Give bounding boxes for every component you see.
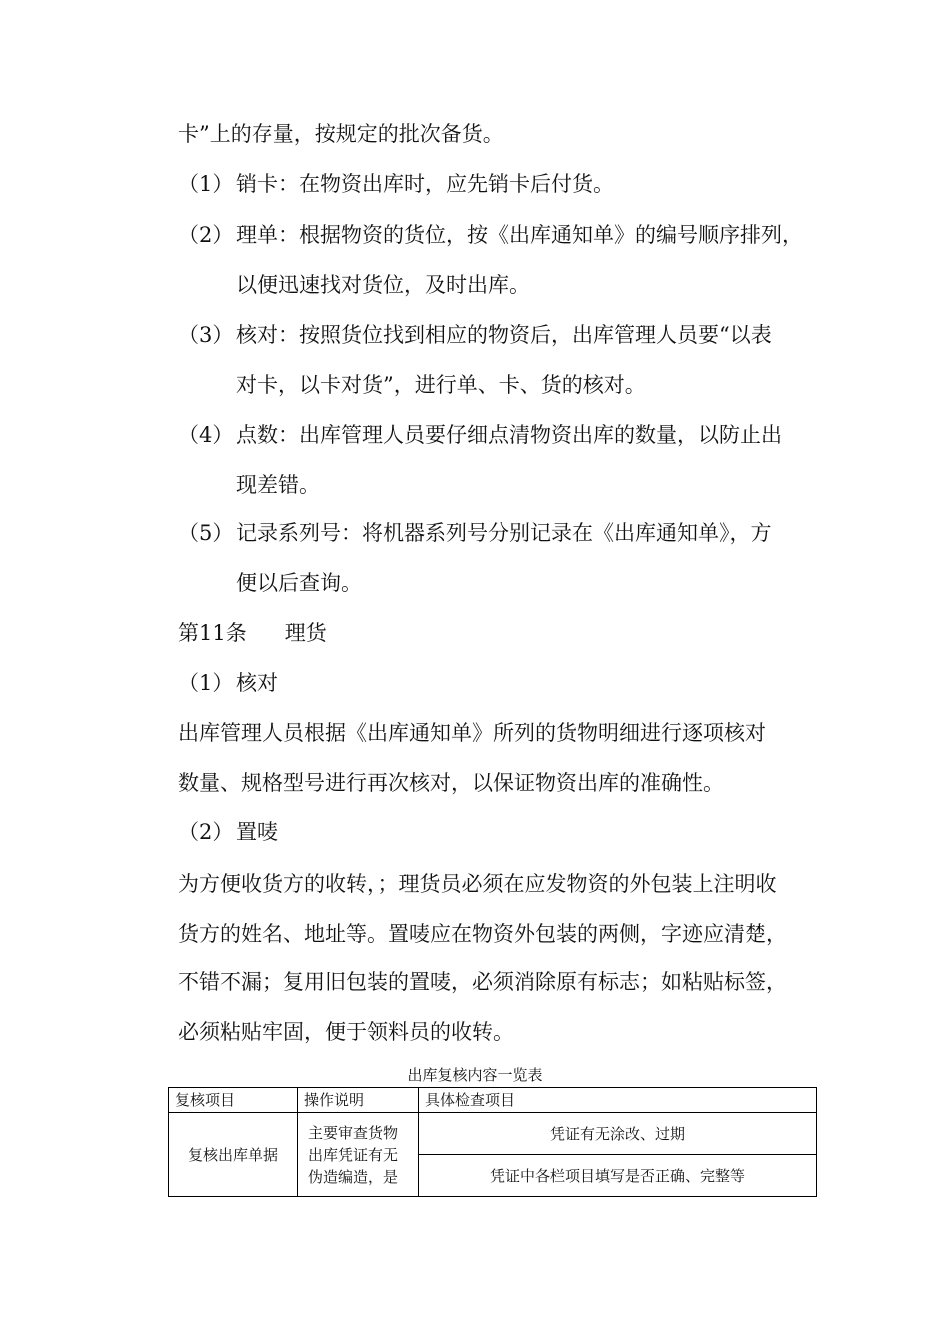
list-number: （1） <box>178 172 234 196</box>
article-title: 理货 <box>284 621 327 645</box>
list-text: 销卡：在物资出库时，应先销卡后付货。 <box>236 172 614 196</box>
check-item-cell: 凭证有无涂改、过期 <box>419 1113 817 1155</box>
list-text-continued: 以便迅速找对货位，及时出库。 <box>236 273 530 297</box>
list-number: （2） <box>178 223 234 247</box>
paragraph-continuation: 卡”上的存量，按规定的批次备货。 <box>178 122 504 146</box>
subsection-1-heading <box>178 671 278 696</box>
header-cell: 操作说明 <box>298 1088 419 1113</box>
list-text: 核对：按照货位找到相应的物资后，出库管理人员要“以表 <box>236 323 772 347</box>
list-text: 理单：根据物资的货位，按《出库通知单》的编号顺序排列， <box>236 223 803 247</box>
subsection-title: 置唛 <box>236 820 278 844</box>
header-cell: 复核项目 <box>169 1088 298 1113</box>
list-number: （4） <box>178 423 234 447</box>
review-table <box>168 1087 817 1197</box>
subsection-2-heading <box>178 820 278 845</box>
list-item-3 <box>178 323 772 348</box>
paragraph-line: 货方的姓名、地址等。置唛应在物资外包装的两侧，字迹应清楚， <box>178 922 787 946</box>
list-number: （1） <box>178 671 234 695</box>
paragraph-line: 出库管理人员根据《出库通知单》所列的货物明细进行逐项核对 <box>178 721 766 745</box>
subsection-title: 核对 <box>236 671 278 695</box>
list-text: 记录系列号：将机器系列号分别记录在《出库通知单》，方 <box>236 521 772 545</box>
article-number: 第11条 <box>178 621 247 645</box>
article-heading <box>178 621 327 646</box>
list-number: （3） <box>178 323 234 347</box>
review-item-cell: 复核出库单据 <box>169 1113 298 1197</box>
table-header-row <box>169 1088 817 1113</box>
list-text-continued: 现差错。 <box>236 473 320 497</box>
list-item-4 <box>178 423 782 448</box>
list-text: 点数：出库管理人员要仔细点清物资出库的数量，以防止出 <box>236 423 782 447</box>
operation-desc-cell: 主要审查货物出库凭证有无伪造编造，是 <box>298 1113 419 1197</box>
paragraph-line: 必须粘贴牢固，便于领料员的收转。 <box>178 1020 514 1044</box>
list-item-2 <box>178 223 803 248</box>
check-item-cell: 凭证中各栏项目填写是否正确、完整等 <box>419 1155 817 1197</box>
table-title: 出库复核内容一览表 <box>407 1066 543 1084</box>
list-text-continued: 对卡，以卡对货”，进行单、卡、货的核对。 <box>236 373 646 397</box>
table-row <box>169 1113 817 1155</box>
paragraph-line: 为方便收货方的收转，；理货员必须在应发物资的外包装上注明收 <box>178 872 777 896</box>
list-item-5 <box>178 521 772 546</box>
list-number: （2） <box>178 820 234 844</box>
paragraph-line: 数量、规格型号进行再次核对，以保证物资出库的准确性。 <box>178 771 724 795</box>
list-item-1 <box>178 172 614 197</box>
header-cell: 具体检查项目 <box>419 1088 817 1113</box>
list-number: （5） <box>178 521 234 545</box>
list-text-continued: 便以后查询。 <box>236 571 362 595</box>
paragraph-line: 不错不漏；复用旧包装的置唛，必须消除原有标志；如粘贴标签， <box>178 970 787 994</box>
